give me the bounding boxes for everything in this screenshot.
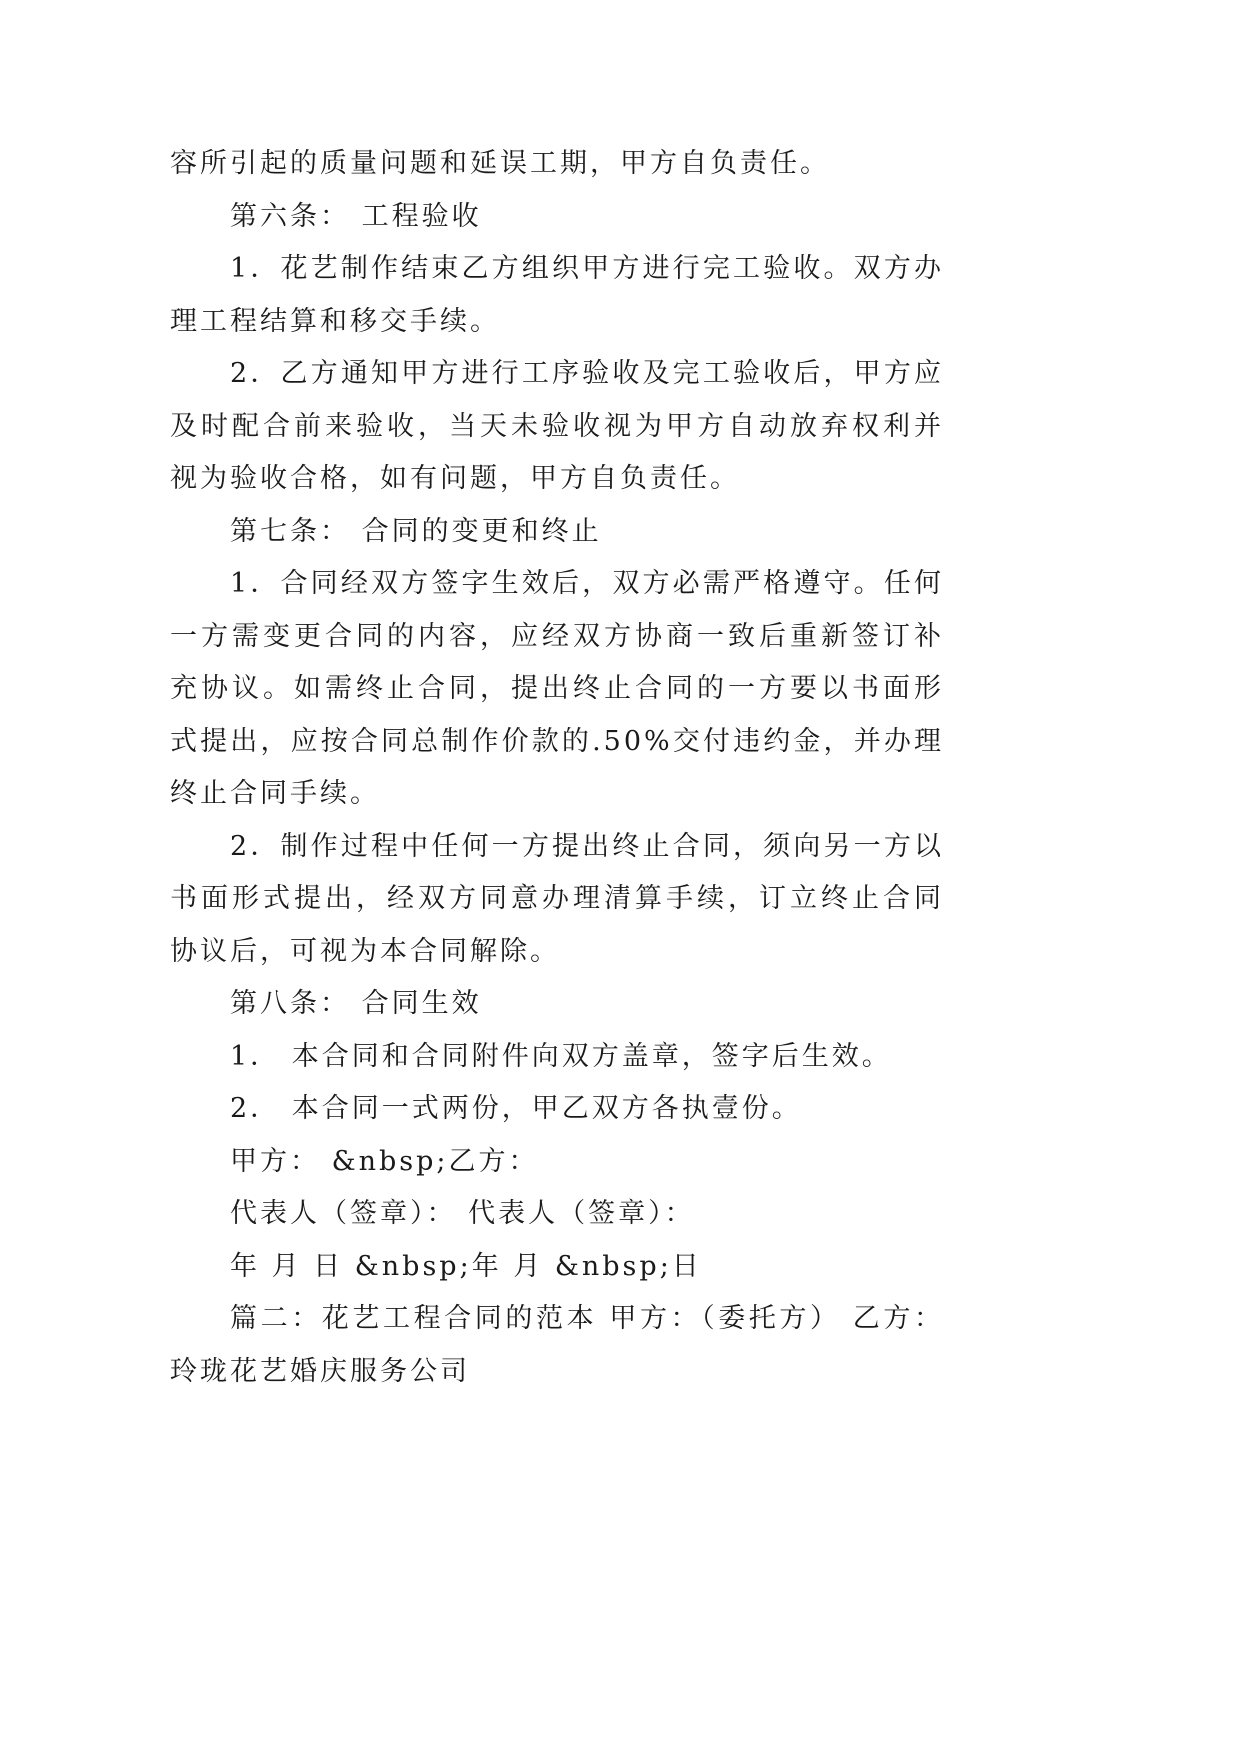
paragraph-article-7-item-2: 2．制作过程中任何一方提出终止合同，须向另一方以书面形式提出，经双方同意办理清算手续，订立终止合同协议后，可视为本合同解除。 <box>170 830 944 967</box>
paragraph-article-6-item-2: 2．乙方通知甲方进行工序验收及完工验收后，甲方应及时配合前来验收，当天未验收视为甲方自动放弃权利并视为验收合格，如有问题，甲方自负责任。 <box>170 358 944 494</box>
heading-article-8: 第八条： 合同生效 <box>230 988 482 1019</box>
heading-article-7: 第七条： 合同的变更和终止 <box>230 515 602 547</box>
paragraph-article-8-item-1: 1． 本合同和合同附件向双方盖章，签字后生效。 <box>230 1040 892 1072</box>
signature-date-line: 年 月 日 &nbsp;年 月 &nbsp;日 <box>230 1250 702 1282</box>
paragraph-article-6-item-1: 1．花艺制作结束乙方组织甲方进行完工验收。双方办理工程结算和移交手续。 <box>170 253 944 337</box>
signature-parties-line: 甲方： &nbsp;乙方： <box>230 1145 539 1177</box>
document-body <box>170 138 944 1398</box>
paragraph-article-7-item-1: 1．合同经双方签字生效后，双方必需严格遵守。任何一方需变更合同的内容，应经双方协商一致后重新签订补充协议。如需终止合同，提出终止合同的一方要以书面形式提出，应按合同总制作价款的.50%交付违约金，并办理终止合同手续。 <box>170 568 944 809</box>
paragraph-continuation: 容所引起的质量问题和延误工期，甲方自负责任。 <box>170 148 830 179</box>
paragraph-article-8-item-2: 2． 本合同一式两份，甲乙双方各执壹份。 <box>230 1093 802 1124</box>
section-two-intro: 篇二：花艺工程合同的范本 甲方：（委托方） 乙方：玲珑花艺婚庆服务公司 <box>170 1303 944 1387</box>
heading-article-6: 第六条： 工程验收 <box>230 200 482 232</box>
signature-representatives-line: 代表人（签章）： 代表人（签章）： <box>230 1198 695 1229</box>
